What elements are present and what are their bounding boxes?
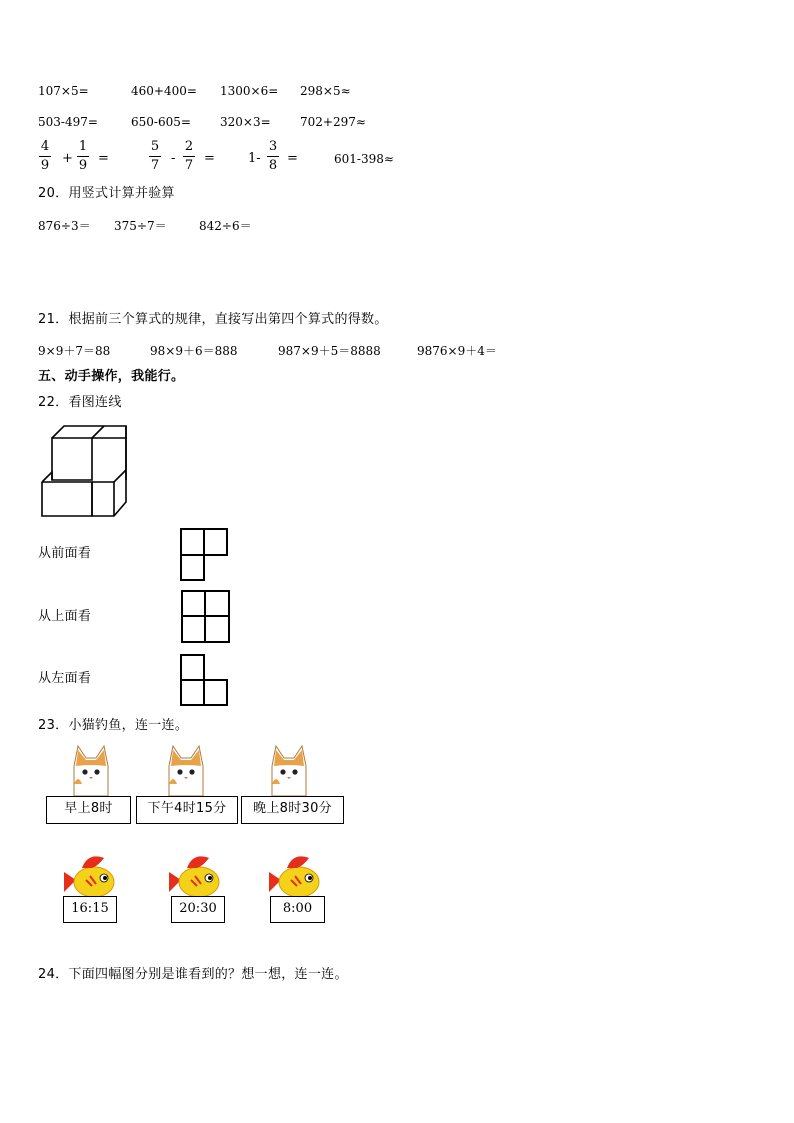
denominator: 7 (184, 158, 194, 173)
fraction-1-9 (76, 140, 90, 173)
fraction-3-8 (266, 140, 280, 173)
cat-icon (163, 744, 209, 798)
view-label-left: 从左面看 (38, 671, 92, 686)
fish-icon (267, 852, 325, 900)
view-label-top: 从上面看 (38, 609, 92, 624)
q20-title: 20．用竖式计算并验算 (38, 186, 175, 201)
cat-time-box-1[interactable]: 早上8时 (46, 796, 131, 824)
expr-2-4: 702+297≈ (300, 115, 366, 129)
fish-time-box-3[interactable]: 8:00 (270, 896, 325, 923)
q23-title: 23．小猫钓鱼，连一连。 (38, 718, 189, 733)
fraction-4-9 (38, 140, 52, 173)
view-shape-b (181, 590, 231, 644)
expr-2-1: 503-497= (38, 115, 98, 129)
fraction-2-7 (182, 140, 196, 173)
cat-time-box-3[interactable]: 晚上8时30分 (241, 796, 344, 824)
denominator: 9 (40, 158, 50, 173)
section-5-heading: 五、动手操作，我能行。 (38, 369, 185, 384)
numerator: 1 (78, 139, 88, 154)
q20-item-3: 842÷6＝ (199, 219, 252, 233)
one-minus: 1- (248, 151, 261, 166)
fish-icon (62, 852, 120, 900)
fish-icon (167, 852, 225, 900)
expr-2-2: 650-605= (131, 115, 191, 129)
fraction-5-7 (148, 140, 162, 173)
view-label-front: 从前面看 (38, 546, 92, 561)
cube-stack-figure (40, 424, 130, 520)
view-shape-c (180, 654, 230, 708)
expr-1-2: 460+400= (131, 84, 197, 98)
equals-sign: = (98, 151, 109, 166)
expr-1-4: 298×5≈ (300, 84, 351, 98)
expr-3-4: 601-398≈ (334, 152, 394, 166)
q20-item-2: 375÷7＝ (114, 219, 167, 233)
minus-sign: - (171, 151, 176, 166)
q21-title: 21．根据前三个算式的规律，直接写出第四个算式的得数。 (38, 312, 388, 327)
fish-time-box-1[interactable]: 16:15 (63, 896, 117, 923)
denominator: 9 (78, 158, 88, 173)
equals-sign: = (287, 151, 298, 166)
denominator: 8 (268, 158, 278, 173)
q20-item-1: 876÷3＝ (38, 219, 91, 233)
equals-sign: = (204, 151, 215, 166)
cat-icon (266, 744, 312, 798)
numerator: 3 (268, 139, 278, 154)
q21-item-3: 987×9＋5＝8888 (278, 344, 381, 358)
numerator: 4 (40, 139, 50, 154)
q24-title: 24．下面四幅图分别是谁看到的？想一想，连一连。 (38, 967, 348, 982)
numerator: 5 (150, 139, 160, 154)
fish-time-box-2[interactable]: 20:30 (171, 896, 225, 923)
plus-sign: + (62, 151, 73, 166)
expr-1-3: 1300×6= (220, 84, 279, 98)
q21-item-4: 9876×9＋4＝ (417, 344, 497, 358)
q21-item-1: 9×9＋7＝88 (38, 344, 111, 358)
numerator: 2 (184, 139, 194, 154)
expr-1-1: 107×5= (38, 84, 89, 98)
q21-item-2: 98×9＋6＝888 (150, 344, 238, 358)
view-shape-a (180, 528, 230, 582)
cat-time-box-2[interactable]: 下午4时15分 (136, 796, 238, 824)
expr-2-3: 320×3= (220, 115, 271, 129)
denominator: 7 (150, 158, 160, 173)
q22-title: 22．看图连线 (38, 395, 122, 410)
cat-icon (68, 744, 114, 798)
